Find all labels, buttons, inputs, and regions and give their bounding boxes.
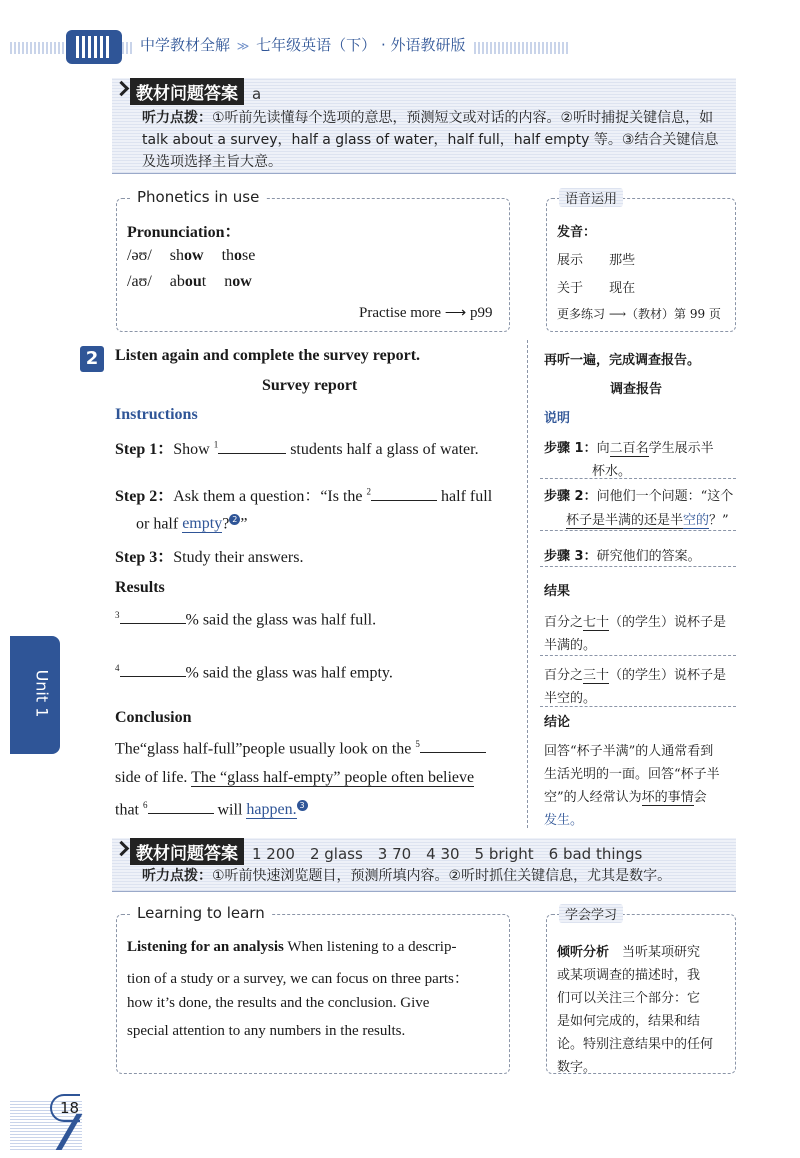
header-subject: 七年级英语（下） [256,36,377,54]
cn-conclusion-4: 发生。 [544,813,584,828]
learning-cn-tab: 学会学习 [559,904,623,923]
cn-text: 半满的。 [544,638,597,653]
cn-text: 研究他们的答案。 [596,549,701,564]
word-part-bold: o [234,247,243,264]
word-part-bold: ou [184,273,202,290]
phonetics-box [116,188,510,332]
column-divider [527,340,528,828]
conclusion-text: side of life. [115,769,192,786]
step-text: half full [437,488,493,505]
cn-word: 展示 [557,253,584,268]
dotted-divider [540,655,736,656]
learning-tab: Learning to learn [131,904,271,922]
page-header [0,28,800,68]
step-text: Study their answers. [173,549,304,566]
step-1 [115,436,479,459]
cn-practise-more: 更多练习 ⟶（教材）第 99 页 [557,307,721,321]
cn-step-label: 步骤 1： [544,441,597,456]
cn-text: 问他们一个问题：“这个 [596,489,734,504]
exercise-number-badge: 2 [80,346,104,372]
answer-block-2 [112,838,736,892]
learning-cn-text: 当听某项研究 [609,945,701,960]
header-separator: ≫ [236,39,250,53]
cn-text: 会 [693,790,707,805]
cn-word: 现在 [609,281,636,296]
cn-report-title: 调查报告 [610,382,663,397]
conclusion-text: The“glass half-full”people usually look on the [115,740,416,758]
conclusion-text: will [213,801,247,819]
phonetic-row-2 [127,273,252,291]
cn-row-2 [557,277,635,296]
cn-step-1-cont [592,460,631,479]
learning-cn-line-4: 是如何完成的，结果和结 [557,1014,701,1029]
cn-exercise-title: 再听一遍，完成调查报告。 [544,353,701,368]
cn-text: ？” [709,513,729,528]
step-text: Ask them a question：“Is the [173,488,367,505]
cn-answer: 杯子是半满的还是半 [566,513,684,528]
tips-text: ①听前先读懂每个选项的意思，预测短文或对话的内容。②听时捕捉关键信息，如 talk about a survey，half a glass of water，half full，half empty 等。③结合关键信息及选项选择主旨大意。 [142,110,719,170]
blank-number: 2 [366,486,372,497]
blank-number: 6 [143,800,148,810]
learning-cn-line-2: 或某项调查的描述时，我 [557,968,701,983]
blank-number: 4 [115,663,120,673]
listening-tips [112,865,736,893]
cn-step-label: 步骤 3： [544,549,597,564]
results-heading: Results [115,579,165,596]
unit-label: Unit 1 [32,669,52,718]
step-3 [115,544,303,567]
word-part-bold: ow [232,273,252,290]
header-dot: · [380,36,386,54]
word-part-bold: ow [184,247,204,264]
learning-line-1 [127,939,456,956]
blank-number: 1 [213,439,219,450]
conclusion-line-3 [115,800,308,819]
word-part: sh [169,247,185,264]
cn-step-1 [544,437,714,456]
conclusion-heading: Conclusion [115,709,192,726]
answer-label: 教材问题答案 [130,78,244,105]
answer-blank-3[interactable] [120,610,186,624]
cn-text: 杯水。 [592,464,632,479]
step-text: ” [240,515,248,533]
learning-heading: Listening for an analysis [127,939,284,955]
cn-result-1 [544,611,726,630]
result-1 [115,610,376,629]
answer-blank-1[interactable] [218,440,286,454]
cn-instructions: 说明 [544,411,571,426]
step-label: Step 3： [115,549,174,566]
step-text: Show [173,441,214,458]
learning-text: When listening to a descrip- [283,939,457,955]
word-part: n [224,273,233,290]
cn-text: 空”的人经常认为 [544,790,642,805]
highlight-happen: happen. [246,801,297,819]
word-about [170,273,206,290]
cn-result-2 [544,664,726,683]
learning-line-3: how it’s done, the results and the conclusion. Give [127,995,430,1011]
phonetic-row-1 [127,247,255,265]
cn-result-2-cont [544,687,596,706]
blank-number: 5 [415,739,420,749]
answer-blank-5[interactable] [420,739,486,753]
dotted-divider [540,478,736,479]
tips-label: 听力点拨： [142,868,212,884]
blank-number: 3 [115,610,120,620]
result-2 [115,663,393,682]
cn-text: 学生展示半 [648,441,714,456]
answer-block-1 [112,78,736,174]
word-show [170,247,204,264]
word-part: ab [169,273,185,290]
result-text: % said the glass was half full. [185,611,377,629]
tips-text: ①听前快速浏览题目，预测所填内容。②听时抓住关键信息，尤其是数字。 [212,868,672,884]
answer-value: 1 200 2 glass 3 70 4 30 5 bright 6 bad things [252,845,643,863]
underlined-sentence: The “glass half-empty” people often believe [191,769,475,786]
learning-line-2: tion of a study or a survey, we can focus on three parts： [127,971,469,987]
word-those [222,247,256,264]
cn-word: 关于 [557,281,584,296]
phonetics-tab: Phonetics in use [131,188,265,206]
page-number: 18 [50,1094,80,1122]
cn-answer: 二百名 [609,441,649,456]
learning-cn-line-5: 论。特别注意结果中的任何 [557,1037,714,1052]
phonetic-symbol-1: /əʊ/ [127,247,152,264]
note-marker-3: 3 [297,800,308,811]
step-2 [115,483,492,506]
learning-cn-line-1 [557,941,700,960]
cn-answer: 七十 [583,615,610,630]
learning-cn-line-6: 数字。 [557,1060,597,1075]
word-now [224,273,252,290]
header-book: 中学教材全解 [140,36,231,54]
cn-text: 百分之 [544,668,584,683]
cn-text: （的学生）说杯子是 [609,668,727,683]
cn-conclusion-3 [544,786,707,805]
step-text: or half [136,515,183,533]
header-title [134,34,472,55]
cn-answer: 坏的事情 [641,790,694,805]
answer-value: a [252,85,262,103]
dotted-divider [540,530,736,531]
step-2-cont [136,514,247,533]
cn-step-3 [544,545,701,564]
cn-step-2-cont [566,509,729,528]
answer-blank-2[interactable] [371,487,437,501]
phonetic-symbol-2: /aʊ/ [127,273,152,290]
step-label: Step 1： [115,441,174,458]
cn-results: 结果 [544,584,571,599]
dotted-divider [540,566,736,567]
answer-blank-6[interactable] [148,800,214,814]
learning-box [116,904,510,1074]
learning-cn-box [546,908,736,1075]
word-part: th [221,247,235,264]
word-part: t [201,273,207,290]
tips-label: 听力点拨： [142,110,212,126]
cn-step-label: 步骤 2： [544,489,597,504]
cn-word: 那些 [609,253,636,268]
cn-conclusion: 结论 [544,715,571,730]
dotted-divider [540,706,736,707]
cn-answer: 三十 [583,668,610,683]
phonetics-cn-tab: 语音运用 [559,188,623,207]
cn-conclusion-2: 生活光明的一面。回答“杯子半 [544,767,720,782]
step-label: Step 2： [115,488,174,505]
result-text: % said the glass was half empty. [185,664,393,682]
cn-conclusion-1: 回答“杯子半满”的人通常看到 [544,744,714,759]
cn-row-1 [557,249,635,268]
cn-pron-label: 发音： [557,225,597,240]
highlight-empty: empty [182,515,223,533]
listening-tips [112,105,736,179]
learning-line-4: special attention to any numbers in the results. [127,1023,406,1039]
step-text: ? [222,515,230,533]
word-part: se [242,247,256,264]
step-text: students half a glass of water. [286,441,479,458]
answer-label: 教材问题答案 [130,838,244,865]
note-marker-2: 2 [229,514,240,525]
report-title: Survey report [262,377,358,394]
pronunciation-label: Pronunciation： [127,224,241,241]
conclusion-line-1 [115,739,486,758]
cn-text: 向 [596,441,610,456]
cn-text: （的学生）说杯子是 [609,615,727,630]
practise-more-link: Practise more ⟶ p99 [359,305,493,321]
learning-cn-line-3: 们可以关注三个部分：它 [557,991,701,1006]
answer-blank-4[interactable] [120,663,186,677]
cn-step-2 [544,485,733,504]
instructions-heading: Instructions [115,406,198,423]
cn-result-1-cont [544,634,596,653]
cn-highlight: 空的 [683,513,710,528]
conclusion-line-2 [115,769,474,787]
unit-side-tab [10,636,60,754]
exercise-title: Listen again and complete the survey report. [115,347,421,364]
header-edition: 外语教研版 [390,36,466,54]
cn-text: 百分之 [544,615,584,630]
book-logo-icon [66,30,122,64]
learning-cn-heading: 倾听分析 [557,945,610,960]
phonetics-cn-box [546,192,736,332]
conclusion-text: that [115,801,143,819]
cn-text: 半空的。 [544,691,597,706]
